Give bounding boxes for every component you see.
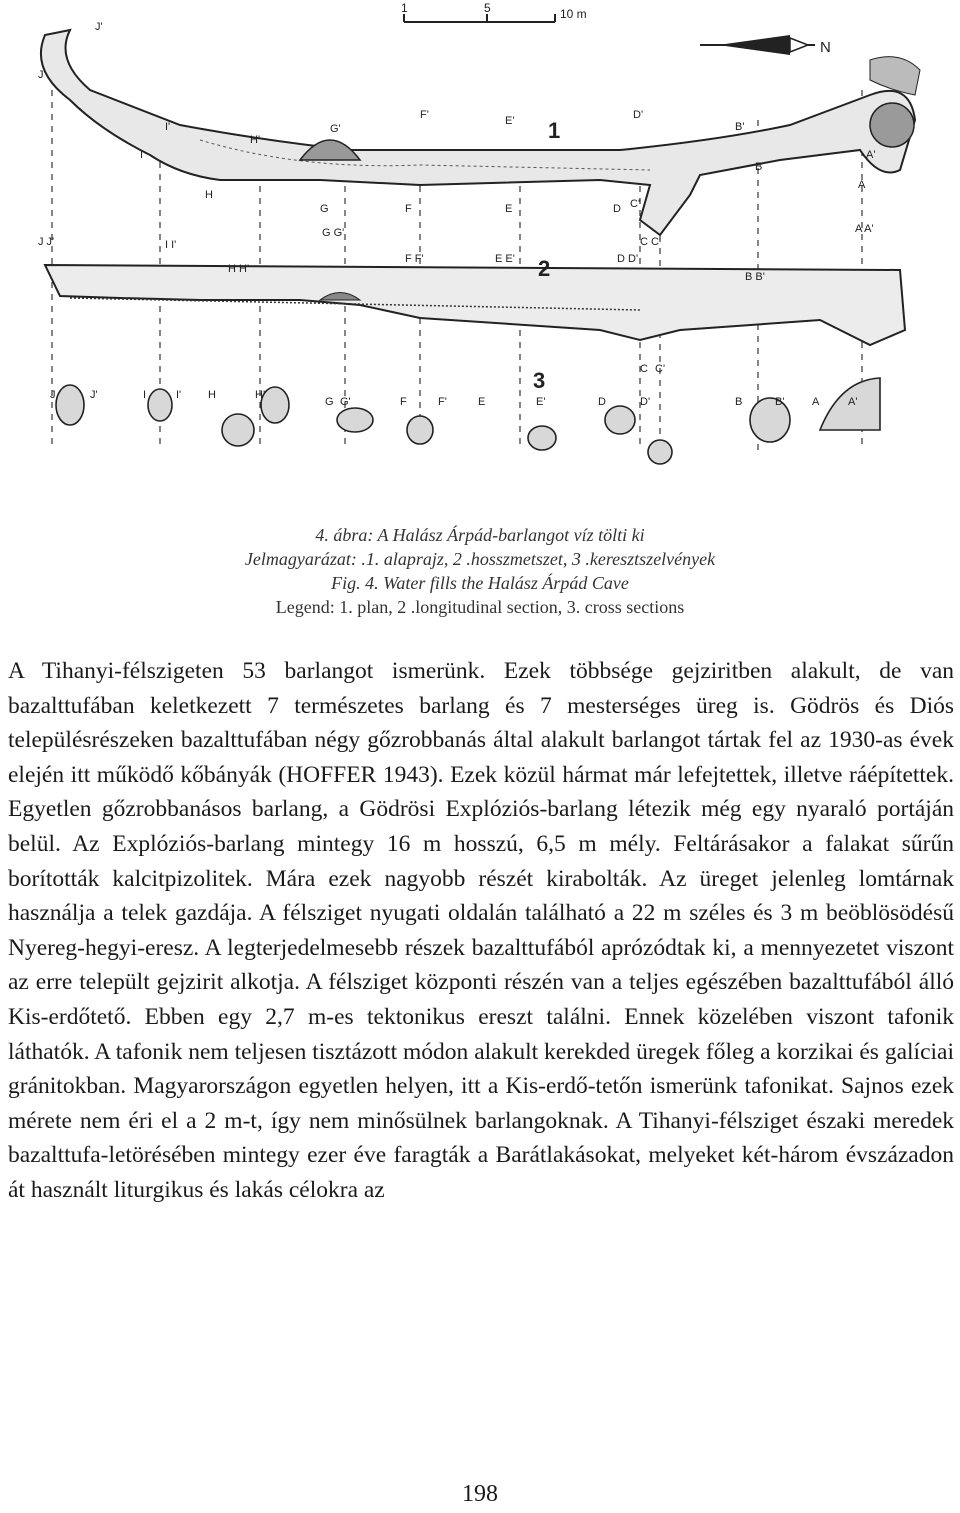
cross-label: I' <box>176 389 182 401</box>
cross-label: I <box>143 389 147 401</box>
plan-label: I' <box>165 121 171 133</box>
caption-title-en: Fig. 4. Water fills the Halász Árpád Cave <box>331 573 629 593</box>
long-label: F F' <box>405 253 424 265</box>
long-label: A A' <box>855 223 874 235</box>
long-label: D D' <box>617 253 639 265</box>
caption-title-hu: 4. ábra: A Halász Árpád-barlangot víz tölti ki <box>315 525 645 545</box>
plan-label: B' <box>735 121 745 133</box>
cross-label: E' <box>536 396 546 408</box>
north-arrow-icon <box>700 35 831 56</box>
plan-label: A <box>858 179 866 191</box>
cross-label: A <box>812 396 820 408</box>
cross-label: B <box>735 396 743 408</box>
long-label: J J' <box>38 236 55 248</box>
cross-label: E <box>478 396 486 408</box>
plan-view <box>41 30 920 235</box>
north-label: N <box>820 39 831 56</box>
section-number-2: 2 <box>538 256 551 281</box>
plan-label: B <box>755 161 763 173</box>
plan-label: A' <box>866 149 876 161</box>
cross-label: J <box>50 389 56 401</box>
cross-label: D <box>598 396 606 408</box>
body-paragraph: A Tihanyi-félszigeten 53 barlangot ismerünk. Ezek többsége gejziritben alakult, de van bazalttufában keletkezett 7 természetes barlang és 7 mesterséges üreg is. Gödrös és Diós településrészeken bazalttufában négy gőzrobbanás által alakult barlangot tártak fel az 1930-as évek elején itt működő kőbányák (HOFFER 1943). Ezek közül hármat már lefejtettek, illetve ráépítettek. Egyetlen gőzrobbanásos barlang, a Gödrösi Explóziós-barlang létezik még egy nyaraló portáján belül. Az Explóziós-barlang mintegy 16 m hosszú, 6,5 m mély. Feltárásakor a falakat sűrűn borították kalcitpizolitek. Mára ezek nagyobb részét kirabolták. Az üreget jelenleg lomtárnak használja a telek gazdája. A félsziget nyugati oldalán található a 22 m széles és 3 m beöblösödésű Nyereg-hegyi-eresz. A legterjedelmesebb részek bazalttufából aprózódtak ki, a mennyezetet viszont az erre települt gejzirit alkotja. A félsziget központi részén van a teljes egészében bazalttufából álló Kis-erdőtető. Ebben egy 2,7 m-es tektonikus ereszt találni. Ennek közelében viszont tafonik láthatók. A tafonik nem teljesen tisztázott módon alakult kerekded üregek főleg a korzikai és galíciai gránitokban. Magyarországon egyetlen helyen, itt a Kis-erdő-tetőn ismerünk tafonikat. Sajnos ezek mérete nem éri el a 2 m-t, így nem minősülnek barlangoknak. A Tihanyi-félsziget északi meredek bazalttufa-letörésében mintegy ezer éve faragták a Barátlakásokat, melyeket két-három évszázadon át használt liturgikus és lakás célokra az <box>8 658 954 1203</box>
cross-sections <box>56 368 880 464</box>
cross-label: G <box>325 396 334 408</box>
long-label: H H' <box>228 263 250 275</box>
cross-label: F <box>400 396 407 408</box>
long-label: B B' <box>745 271 765 283</box>
plan-label: D <box>613 203 621 215</box>
long-label: E E' <box>495 253 515 265</box>
cross-label: F' <box>438 396 447 408</box>
plan-label: J' <box>95 21 103 33</box>
plan-label: I <box>140 149 144 161</box>
long-label: I I' <box>165 239 177 251</box>
caption-legend-hu: Jelmagyarázat: .1. alaprajz, 2 .hosszmetszet, 3 .keresztszelvények <box>244 549 716 569</box>
cross-label: G' <box>340 396 351 408</box>
cross-label: A' <box>848 396 858 408</box>
plan-label: F' <box>420 109 429 121</box>
cross-label: D' <box>640 396 651 408</box>
cross-label: H <box>208 389 216 401</box>
scale-label-1: 1 <box>401 1 408 15</box>
cross-label: J' <box>90 389 98 401</box>
scale-bar <box>401 1 587 22</box>
cross-label: C <box>640 363 648 375</box>
section-number-1: 1 <box>548 118 561 143</box>
plan-label: F <box>405 203 412 215</box>
plan-label: E' <box>505 115 515 127</box>
cross-label: C' <box>655 363 666 375</box>
plan-label: G <box>320 203 329 215</box>
plan-label: J <box>38 69 44 81</box>
body-text <box>8 654 954 1208</box>
plan-label: D' <box>633 109 644 121</box>
plan-label: G' <box>330 123 341 135</box>
plan-label: C' <box>630 198 641 210</box>
cross-label: H' <box>255 389 266 401</box>
section-number-3: 3 <box>533 368 546 393</box>
caption-legend-en: Legend: 1. plan, 2 .longitudinal section, 3. cross sections <box>275 597 685 617</box>
plan-label: H <box>205 189 213 201</box>
longitudinal-section <box>45 256 905 345</box>
scale-label-10m: 10 m <box>560 7 587 21</box>
figure-caption <box>0 523 960 619</box>
long-label: G G' <box>322 227 345 239</box>
scale-label-5: 5 <box>484 1 491 15</box>
plan-label: H' <box>250 134 261 146</box>
plan-label: E <box>505 203 513 215</box>
page-number: 198 <box>462 1481 498 1507</box>
cave-map-figure <box>0 0 960 500</box>
cross-label: B' <box>775 396 785 408</box>
long-label: C C' <box>640 236 662 248</box>
